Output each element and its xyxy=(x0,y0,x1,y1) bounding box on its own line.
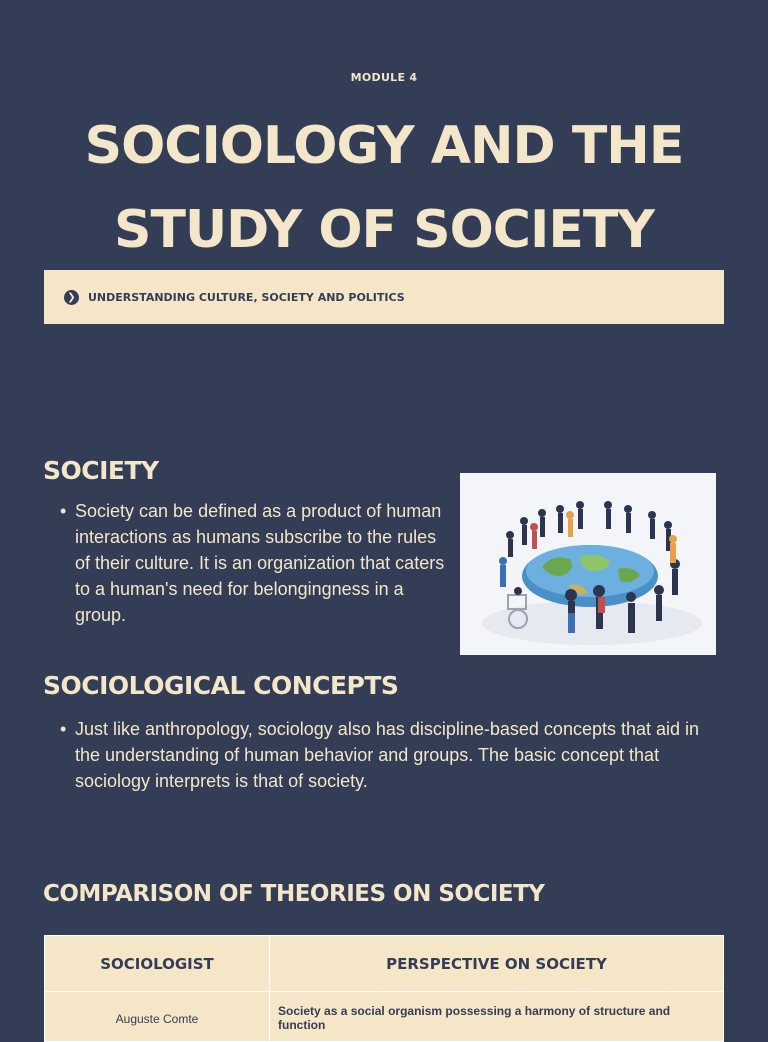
column-header-sociologist: SOCIOLOGIST xyxy=(45,936,270,992)
subtitle-text: UNDERSTANDING CULTURE, SOCIETY AND POLITICS xyxy=(88,290,405,304)
table-row xyxy=(45,992,724,1042)
cell-sociologist: Auguste Comte xyxy=(45,992,270,1042)
title-line-1: SOCIOLOGY AND THE xyxy=(84,116,684,176)
comparison-heading: COMPARISON OF THEORIES ON SOCIETY xyxy=(43,881,545,907)
chevron-right-circle-icon: ❯ xyxy=(64,290,79,305)
society-photo xyxy=(460,473,716,655)
module-label: MODULE 4 xyxy=(350,71,418,84)
column-header-perspective: PERSPECTIVE ON SOCIETY xyxy=(270,936,724,992)
list-item: • Society can be defined as a product of human interactions as humans subscribe to the rules of their culture. It is an organization that caters to a human's need for belongingness in a group. xyxy=(75,498,445,628)
society-list xyxy=(75,498,445,628)
page-title xyxy=(20,104,748,272)
society-heading: SOCIETY xyxy=(43,456,159,485)
concepts-list xyxy=(75,716,725,794)
subtitle-bar xyxy=(44,270,724,324)
globe-people-illustration xyxy=(460,473,716,655)
comparison-table xyxy=(44,935,724,1042)
concepts-heading: SOCIOLOGICAL CONCEPTS xyxy=(43,671,399,700)
title-line-2: STUDY OF SOCIETY xyxy=(114,200,654,260)
cell-perspective: Society as a social organism possessing a harmony of structure and function xyxy=(270,992,724,1042)
list-item: • Just like anthropology, sociology also has discipline-based concepts that aid in the understanding of human behavior and groups. The basic concept that sociology interprets is that of society. xyxy=(75,716,725,794)
table-header-row xyxy=(45,936,724,992)
